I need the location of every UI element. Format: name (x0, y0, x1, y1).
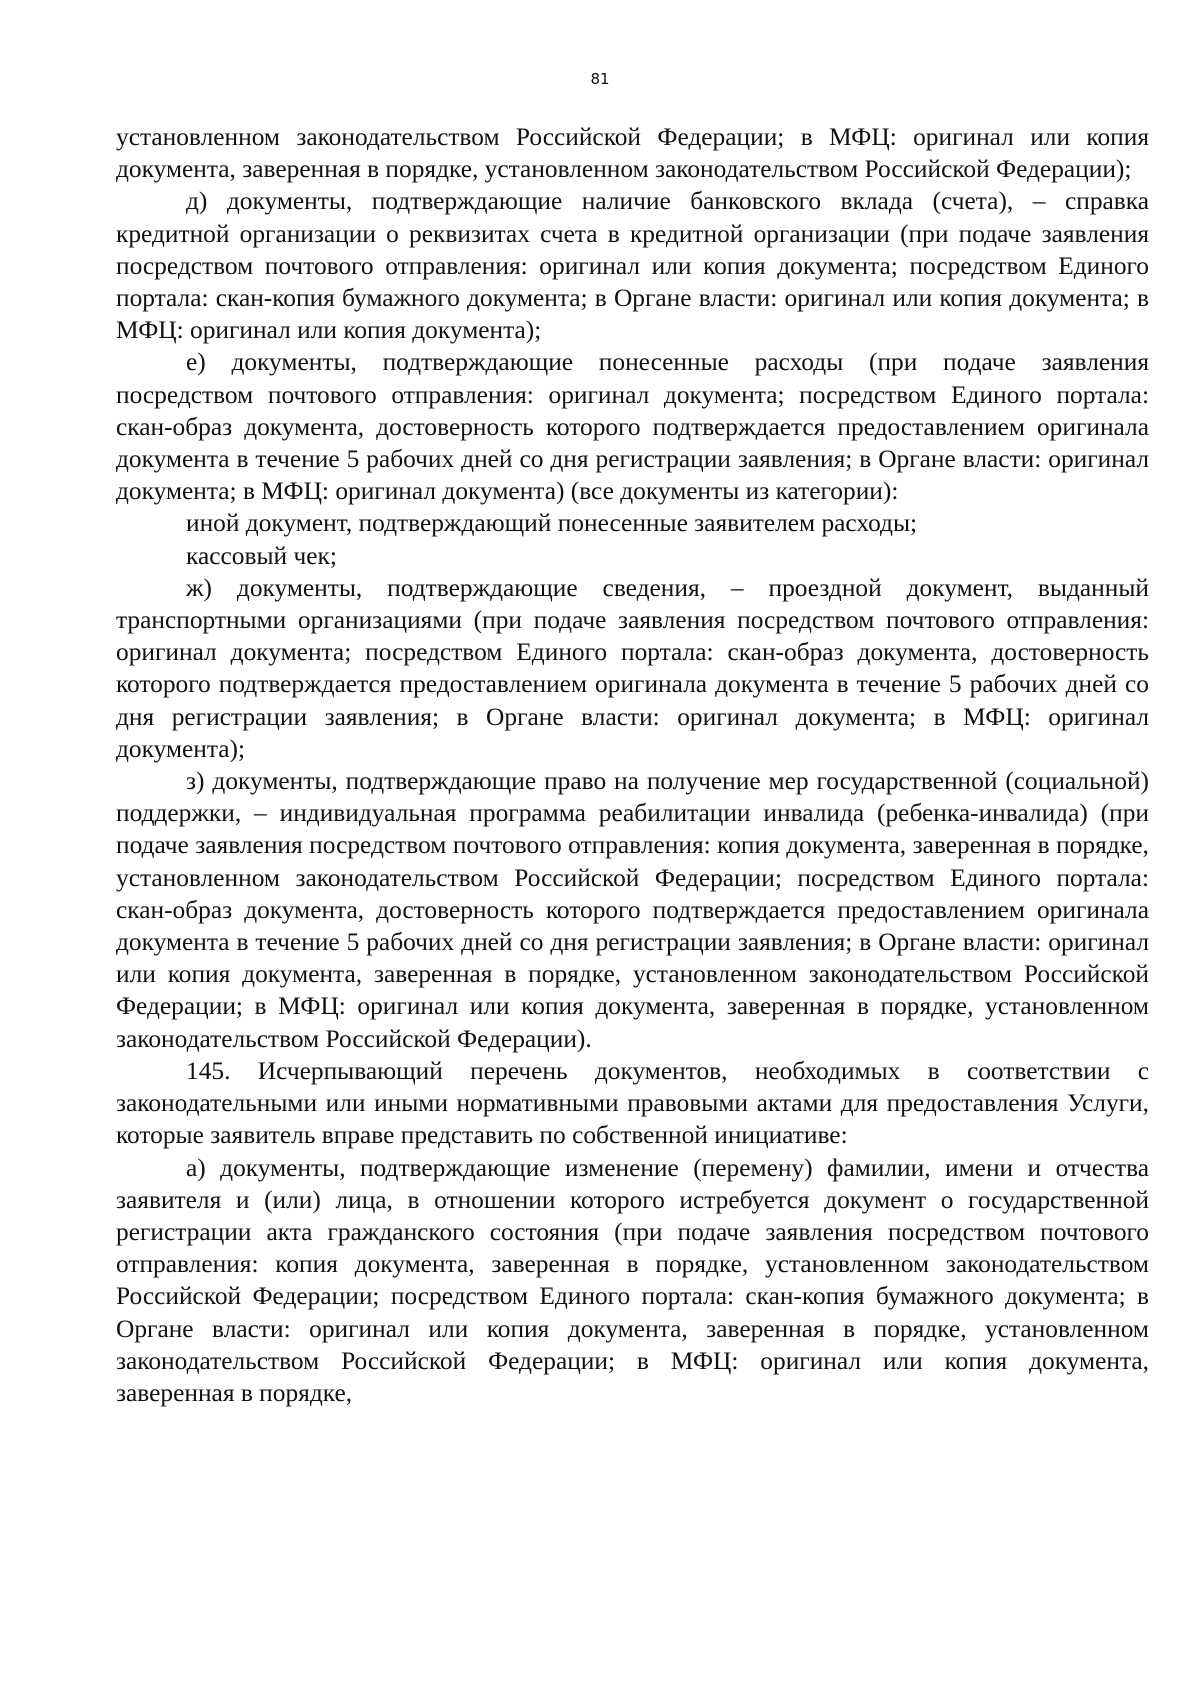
paragraph-section-145: 145. Исчерпывающий перечень документов, необходимых в соответствии с законодательными или иными нормативными правовыми актами для предоставления Услуги, которые заявитель вправе представить по собственной инициативе: (116, 1056, 1149, 1150)
paragraph-item-z: з) документы, подтверждающие право на получение мер государственной (социальной) поддержки, – индивидуальная программа реабилитации инвалида (ребенка-инвалида) (при подаче заявления посредством почтового отправления: копия документа, заверенная в порядке, установленном законодательством Российской Федерации; посредством Единого портала: скан-образ документа, достоверность которого подтверждается предоставлением оригинала документа в течение 5 рабочих дней со дня регистрации заявления; в Органе власти: оригинал или копия документа, заверенная в порядке, установленном законодательством Российской Федерации; в МФЦ: оригинал или копия документа, заверенная в порядке, установленном законодательством Российской Федерации). (116, 767, 1149, 1053)
paragraph-item-e: е) документы, подтверждающие понесенные расходы (при подаче заявления посредством почтового отправления: оригинал документа; посредством Единого портала: скан-образ документа, достоверность которого подтверждается предоставлением оригинала документа в течение 5 рабочих дней со дня регистрации заявления; в Органе власти: оригинал документа; в МФЦ: оригинал документа) (все документы из категории): (116, 348, 1149, 506)
paragraph-item-zh: ж) документы, подтверждающие сведения, – проездной документ, выданный транспортными организациями (при подаче заявления посредством почтового отправления: оригинал документа; посредством Единого портала: скан-образ документа, достоверность которого подтверждается предоставлением оригинала документа в течение 5 рабочих дней со дня регистрации заявления; в Органе власти: оригинал документа; в МФЦ: оригинал документа); (116, 573, 1149, 763)
paragraph-item-a: а) документы, подтверждающие изменение (перемену) фамилии, имени и отчества заявителя и (или) лица, в отношении которого истребуется документ о государственной регистрации акта гражданского состояния (при подаче заявления посредством почтового отправления: копия документа, заверенная в порядке, установленном законодательством Российской Федерации; посредством Единого портала: скан-копия бумажного документа; в Органе власти: оригинал или копия документа, заверенная в порядке, установленном законодательством Российской Федерации; в МФЦ: оригинал или копия документа, заверенная в порядке, (116, 1153, 1149, 1407)
paragraph-cash-receipt: кассовый чек; (186, 541, 337, 570)
paragraph-other-document: иной документ, подтверждающий понесенные заявителем расходы; (186, 509, 918, 538)
paragraph-item-d: д) документы, подтверждающие наличие банковского вклада (счета), – справка кредитной организации о реквизитах счета в кредитной организации (при подаче заявления посредством почтового отправления: оригинал или копия документа; посредством Единого портала: скан-копия бумажного документа; в Органе власти: оригинал или копия документа; в МФЦ: оригинал или копия документа); (116, 187, 1149, 345)
paragraph-continuation: установленном законодательством Российской Федерации; в МФЦ: оригинал или копия документа, заверенная в порядке, установленном законодательством Российской Федерации); (116, 123, 1149, 184)
page-number: 81 (590, 70, 610, 88)
document-body (116, 121, 1149, 1409)
